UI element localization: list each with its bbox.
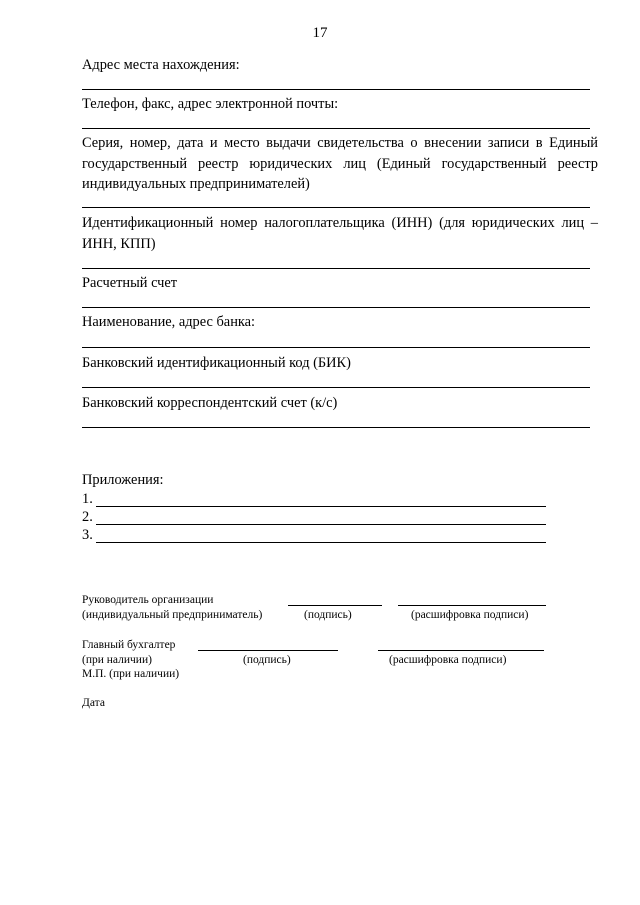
- head-decode-line[interactable]: [398, 605, 546, 606]
- head-decode-caption: (расшифровка подписи): [411, 609, 529, 621]
- head-subtitle: (индивидуальный предприниматель): [82, 609, 263, 621]
- address-label: Адрес места нахождения:: [82, 57, 240, 73]
- certificate-line[interactable]: [82, 207, 590, 208]
- attachment-number: 3.: [82, 527, 93, 543]
- accountant-signature-line[interactable]: [198, 650, 338, 651]
- inn-label: Идентификационный номер налогоплательщика (ИНН) (для юридических лиц – ИНН, КПП): [82, 215, 598, 252]
- bank-line[interactable]: [82, 347, 590, 348]
- certificate-label: Серия, номер, дата и место выдачи свидетельства о внесении записи в Единый государственный реестр юридических лиц (Единый государственный реестр индивидуальных предпринимателей): [82, 135, 598, 192]
- attachment-line-2[interactable]: [96, 524, 546, 525]
- bank-label: Наименование, адрес банка:: [82, 314, 256, 330]
- accountant-decode-caption: (расшифровка подписи): [389, 654, 507, 666]
- head-title: Руководитель организации: [82, 594, 214, 606]
- accountant-signature-caption: (подпись): [243, 654, 291, 666]
- accountant-decode-line[interactable]: [378, 650, 544, 651]
- attachment-number: 1.: [82, 491, 93, 507]
- account-line[interactable]: [82, 307, 590, 308]
- accountant-subtitle: (при наличии): [82, 654, 152, 666]
- bik-line[interactable]: [82, 387, 590, 388]
- date-label: Дата: [82, 697, 105, 709]
- attachment-line-1[interactable]: [96, 506, 546, 507]
- corr-account-label: Банковский корреспондентский счет (к/с): [82, 395, 338, 411]
- head-signature-caption: (подпись): [304, 609, 352, 621]
- head-signature-line[interactable]: [288, 605, 382, 606]
- bik-label: Банковский идентификационный код (БИК): [82, 355, 351, 371]
- accountant-title: Главный бухгалтер: [82, 639, 176, 651]
- contacts-line[interactable]: [82, 128, 590, 129]
- corr-account-line[interactable]: [82, 427, 590, 428]
- stamp-label: М.П. (при наличии): [82, 668, 180, 680]
- attachments-title: Приложения:: [82, 472, 164, 488]
- page-number: 17: [312, 25, 328, 41]
- inn-line[interactable]: [82, 268, 590, 269]
- address-line[interactable]: [82, 89, 590, 90]
- attachment-number: 2.: [82, 509, 93, 525]
- attachment-line-3[interactable]: [96, 542, 546, 543]
- account-label: Расчетный счет: [82, 275, 178, 291]
- contacts-label: Телефон, факс, адрес электронной почты:: [82, 96, 339, 112]
